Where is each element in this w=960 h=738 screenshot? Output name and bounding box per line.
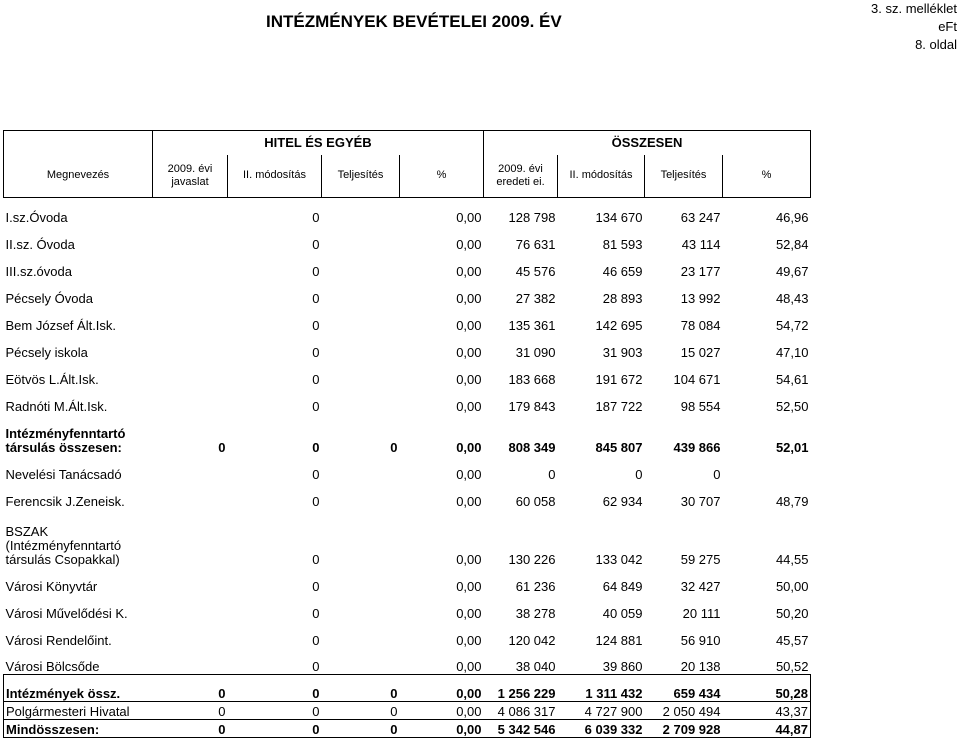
cell-value: 183 668 (508, 371, 556, 387)
cell-value: 0 (228, 702, 322, 720)
cell-value: 13 992 (680, 290, 721, 306)
cell-value (322, 387, 400, 414)
cell-value: 54,61 (775, 371, 809, 387)
cell-value: 191 672 (595, 371, 643, 387)
cell-value: 76 631 (515, 236, 556, 252)
cell-value: 52,84 (775, 236, 809, 252)
table-row (4, 333, 811, 360)
cell-value: 0,00 (456, 317, 482, 333)
cell-value: 0 (312, 466, 320, 482)
cell-value: 63 247 (680, 209, 721, 225)
table-row (4, 648, 811, 675)
cell-value (153, 594, 228, 621)
cell-value (153, 225, 228, 252)
cell-value: 52,50 (775, 398, 809, 414)
table-row (4, 360, 811, 387)
row-label: Bem József Ált.Isk. (5, 317, 117, 333)
cell-value: 0 (218, 439, 226, 455)
cell-value: 439 866 (673, 439, 721, 455)
cell-value: 2 709 928 (645, 720, 723, 738)
cell-value: 0 (312, 344, 320, 360)
unit-label: eFt (938, 19, 957, 34)
cell-value (153, 279, 228, 306)
cell-value: 0 (228, 720, 322, 738)
cell-value: 0 (153, 702, 228, 720)
cell-value (153, 387, 228, 414)
cell-value: 0 (312, 659, 320, 674)
cell-value: 46 659 (602, 263, 643, 279)
cell-value: 0 (312, 371, 320, 387)
cell-value: 0,00 (456, 290, 482, 306)
cell-value: 0,00 (400, 702, 484, 720)
cell-value: 845 807 (595, 439, 643, 455)
cell-value (322, 509, 400, 567)
cell-value: 0 (312, 236, 320, 252)
cell-value: 30 707 (680, 493, 721, 509)
cell-value: 0 (312, 398, 320, 414)
cell-value: 0 (312, 632, 320, 648)
page-title: INTÉZMÉNYEK BEVÉTELEI 2009. ÉV (266, 12, 562, 31)
table-row (4, 482, 811, 509)
cell-value: 48,43 (775, 290, 809, 306)
cell-value: 0,00 (456, 344, 482, 360)
cell-value: 0 (312, 263, 320, 279)
cell-value: 56 910 (680, 632, 721, 648)
cell-value: 0 (548, 466, 556, 482)
cell-value: 142 695 (595, 317, 643, 333)
cell-value: 0,00 (456, 578, 482, 594)
col-header-pct-a: % (400, 155, 484, 198)
cell-value: 0,00 (400, 720, 484, 738)
table-row (4, 702, 811, 720)
cell-value: 31 090 (515, 344, 556, 360)
cell-value: 4 086 317 (484, 702, 558, 720)
cell-value (322, 306, 400, 333)
cell-value: 0,00 (456, 236, 482, 252)
cell-value: 6 039 332 (558, 720, 645, 738)
cell-value: 46,96 (775, 209, 809, 225)
col-header-proposal: 2009. évi javaslat (153, 155, 228, 198)
cell-value: 49,67 (775, 263, 809, 279)
cell-value: 38 040 (515, 659, 556, 674)
cell-value: 0,00 (456, 371, 482, 387)
cell-value: 59 275 (680, 551, 721, 567)
cell-value (153, 333, 228, 360)
cell-value: 187 722 (595, 398, 643, 414)
table-row (4, 675, 811, 702)
annex-label: 3. sz. melléklet (871, 1, 957, 16)
cell-value: 0,00 (456, 632, 482, 648)
revenue-table (3, 130, 811, 738)
cell-value: 133 042 (595, 551, 643, 567)
cell-value: 27 382 (515, 290, 556, 306)
row-label: Polgármesteri Hivatal (4, 702, 153, 720)
cell-value: 0,00 (456, 659, 482, 674)
cell-value (153, 306, 228, 333)
cell-value: 23 177 (680, 263, 721, 279)
cell-value (322, 279, 400, 306)
row-label: Nevelési Tanácsadó (5, 466, 122, 482)
cell-value (322, 333, 400, 360)
row-label: III.sz.óvoda (5, 263, 72, 279)
cell-value: 20 138 (680, 659, 721, 674)
cell-value: 0 (312, 209, 320, 225)
cell-value: 659 434 (645, 675, 723, 702)
cell-value (153, 455, 228, 482)
cell-value: 0 (312, 493, 320, 509)
cell-value: 20 111 (682, 605, 721, 621)
cell-value (322, 648, 400, 675)
cell-value: 81 593 (602, 236, 643, 252)
col-header-name: Megnevezés (4, 155, 153, 198)
page-number: 8. oldal (915, 37, 957, 52)
cell-value: 0 (713, 466, 721, 482)
table-row (4, 306, 811, 333)
cell-value: 104 671 (673, 371, 721, 387)
cell-value: 1 256 229 (484, 675, 558, 702)
col-header-pct-b: % (723, 155, 811, 198)
cell-value: 38 278 (515, 605, 556, 621)
cell-value (322, 225, 400, 252)
cell-value: 0 (312, 317, 320, 333)
cell-value (153, 198, 228, 225)
page-meta (871, 0, 957, 54)
cell-value: 44,87 (723, 720, 811, 738)
cell-value: 0,00 (456, 398, 482, 414)
cell-value (322, 198, 400, 225)
cell-value: 808 349 (508, 439, 556, 455)
cell-value: 60 058 (515, 493, 556, 509)
cell-value: 0 (390, 439, 398, 455)
cell-value: 130 226 (508, 551, 556, 567)
cell-value: 28 893 (602, 290, 643, 306)
row-label: Intézményfenntartó társulás összesen: (5, 425, 126, 455)
cell-value (153, 509, 228, 567)
cell-value: 43,37 (723, 702, 811, 720)
cell-value: 5 342 546 (484, 720, 558, 738)
cell-value (153, 648, 228, 675)
cell-value: 120 042 (508, 632, 556, 648)
cell-value (723, 455, 811, 482)
cell-value: 0 (312, 290, 320, 306)
row-label: Városi Művelődési K. (5, 605, 128, 621)
cell-value: 2 050 494 (645, 702, 723, 720)
cell-value: 50,00 (775, 578, 809, 594)
row-label: Pécsely iskola (5, 344, 88, 360)
row-label: Radnóti M.Ált.Isk. (5, 398, 108, 414)
cell-value: 0,00 (456, 439, 482, 455)
col-header-mod2-a: II. módosítás (228, 155, 322, 198)
row-label: Városi Rendelőint. (5, 632, 112, 648)
table-row (4, 455, 811, 482)
cell-value (153, 567, 228, 594)
table-row (4, 225, 811, 252)
cell-value: 54,72 (775, 317, 809, 333)
cell-value: 0,00 (456, 263, 482, 279)
cell-value: 0 (322, 702, 400, 720)
cell-value: 1 311 432 (558, 675, 645, 702)
cell-value: 179 843 (508, 398, 556, 414)
col-header-original: 2009. évi eredeti ei. (484, 155, 558, 198)
cell-value: 52,01 (775, 439, 809, 455)
cell-value: 98 554 (680, 398, 721, 414)
cell-value: 0 (312, 551, 320, 567)
cell-value: 4 727 900 (558, 702, 645, 720)
cell-value: 134 670 (595, 209, 643, 225)
cell-value (322, 621, 400, 648)
table-row (4, 252, 811, 279)
table-row (4, 414, 811, 455)
cell-value: 48,79 (775, 493, 809, 509)
table-row (4, 198, 811, 225)
cell-value (153, 360, 228, 387)
cell-value (153, 621, 228, 648)
cell-value: 15 027 (680, 344, 721, 360)
cell-value: 50,28 (723, 675, 811, 702)
cell-value: 124 881 (595, 632, 643, 648)
cell-value: 50,52 (775, 659, 809, 674)
cell-value: 0,00 (456, 209, 482, 225)
cell-value: 0 (312, 439, 320, 455)
row-label: Ferencsik J.Zeneisk. (5, 493, 125, 509)
cell-value: 0,00 (456, 466, 482, 482)
cell-value (322, 360, 400, 387)
cell-value: 64 849 (602, 578, 643, 594)
cell-value: 45,57 (775, 632, 809, 648)
cell-value: 0 (228, 675, 322, 702)
cell-value (322, 252, 400, 279)
cell-value: 47,10 (775, 344, 809, 360)
cell-value: 0 (312, 605, 320, 621)
cell-value: 78 084 (680, 317, 721, 333)
row-label: I.sz.Óvoda (5, 209, 68, 225)
row-label: Eötvös L.Ált.Isk. (5, 371, 99, 387)
col-header-completion-b: Teljesítés (645, 155, 723, 198)
cell-value: 0 (153, 675, 228, 702)
cell-value: 0,00 (456, 605, 482, 621)
cell-value: 61 236 (515, 578, 556, 594)
row-label: Mindösszesen: (4, 720, 153, 738)
cell-value: 0 (153, 720, 228, 738)
cell-value: 43 114 (681, 236, 721, 252)
cell-value (153, 482, 228, 509)
row-label: Pécsely Óvoda (5, 290, 93, 306)
cell-value: 39 860 (602, 659, 643, 674)
col-header-mod2-b: II. módosítás (558, 155, 645, 198)
row-label: Városi Bölcsőde (5, 659, 100, 674)
cell-value: 31 903 (602, 344, 643, 360)
cell-value: 44,55 (775, 551, 809, 567)
table-row (4, 567, 811, 594)
cell-value (322, 455, 400, 482)
cell-value: 50,20 (775, 605, 809, 621)
cell-value (322, 567, 400, 594)
row-label: Városi Könyvtár (5, 578, 98, 594)
cell-value (322, 594, 400, 621)
cell-value: 62 934 (602, 493, 643, 509)
cell-value: 32 427 (680, 578, 721, 594)
cell-value: 0,00 (456, 493, 482, 509)
group-header-hitel: HITEL ÉS EGYÉB (153, 131, 484, 155)
cell-value: 0 (635, 466, 643, 482)
cell-value: 0,00 (456, 551, 482, 567)
cell-value: 0 (322, 675, 400, 702)
row-label: Intézmények össz. (4, 675, 153, 702)
table-row (4, 594, 811, 621)
cell-value: 0 (322, 720, 400, 738)
cell-value: 135 361 (508, 317, 556, 333)
cell-value: 0,00 (400, 675, 484, 702)
row-label: II.sz. Óvoda (5, 236, 75, 252)
row-label: BSZAK (Intézményfenntartó társulás Csopakkal) (5, 523, 122, 567)
table-row (4, 509, 811, 567)
group-header-osszesen: ÖSSZESEN (484, 131, 811, 155)
cell-value: 0 (312, 578, 320, 594)
table-row (4, 279, 811, 306)
cell-value: 40 059 (602, 605, 643, 621)
table-row (4, 621, 811, 648)
cell-value: 128 798 (508, 209, 556, 225)
cell-value (322, 482, 400, 509)
table-row (4, 387, 811, 414)
cell-value: 45 576 (515, 263, 556, 279)
cell-value (153, 252, 228, 279)
col-header-completion-a: Teljesítés (322, 155, 400, 198)
